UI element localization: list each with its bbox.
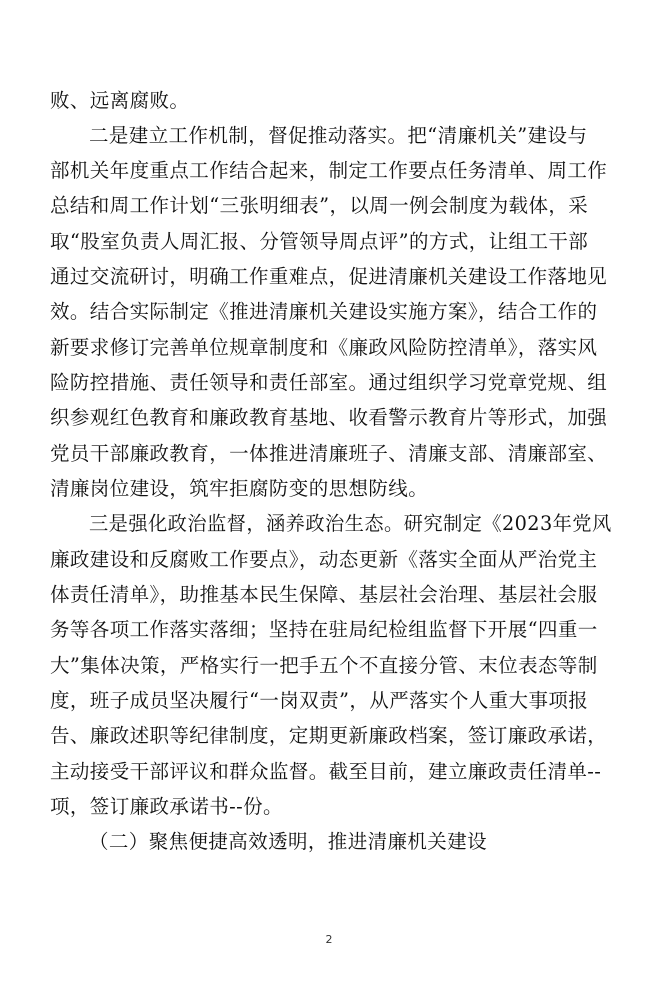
text-line: 通过交流研讨，明确工作重难点，促进清廉机关建设工作落地见 [50, 265, 608, 288]
text-line: 新要求修订完善单位规章制度和《廉政风险防控清单》，落实风 [50, 336, 598, 359]
text-line: 体责任清单》，助推基本民生保障、基层社会治理、基层社会服 [50, 583, 598, 606]
text-line: 清廉岗位建设，筑牢拒腐防变的思想防线。 [50, 477, 429, 500]
text-line: 廉政建设和反腐败工作要点》，动态更新《落实全面从严治党主 [50, 548, 598, 571]
text-line: 取“股室负责人周汇报、分管领导周点评”的方式，让组工干部 [50, 230, 589, 253]
text-line: 险防控措施、责任领导和责任部室。通过组织学习党章党规、组 [50, 371, 608, 394]
text-line: 告、廉政述职等纪律制度，定期更新廉政档案，签订廉政承诺， [50, 724, 608, 747]
paragraph-heading-line: 三是强化政治监督，涵养政治生态。研究制定《2023年党风 [89, 512, 612, 535]
text-line: 项，签订廉政承诺书--份。 [50, 795, 283, 818]
text-line: 主动接受干部评议和群众监督。截至目前，建立廉政责任清单-- [50, 760, 602, 783]
text-line: 度，班子成员坚决履行“一岗双责”，从严落实个人重大事项报 [50, 689, 589, 712]
text-line: 部机关年度重点工作结合起来，制定工作要点任务清单、周工作 [50, 159, 608, 182]
page-number: 2 [325, 933, 333, 946]
text-line: 败、远离腐败。 [50, 89, 190, 112]
text-line: 党员干部廉政教育，一体推进清廉班子、清廉支部、清廉部室、 [50, 442, 608, 465]
text-line: 织参观红色教育和廉政教育基地、收看警示教育片等形式，加强 [50, 406, 608, 429]
text-line: 务等各项工作落实落细；坚持在驻局纪检组监督下开展“四重一 [50, 618, 598, 641]
text-line: 总结和周工作计划“三张明细表”，以周一例会制度为载体，采 [50, 194, 589, 217]
paragraph-heading-line: 二是建立工作机制，督促推动落实。把“清廉机关”建设与 [89, 124, 588, 147]
section-heading: （二）聚焦便捷高效透明，推进清廉机关建设 [89, 830, 488, 853]
text-line: 效。结合实际制定《推进清廉机关建设实施方案》，结合工作的 [50, 300, 598, 323]
text-line: 大”集体决策，严格实行一把手五个不直接分管、末位表态等制 [50, 654, 598, 677]
